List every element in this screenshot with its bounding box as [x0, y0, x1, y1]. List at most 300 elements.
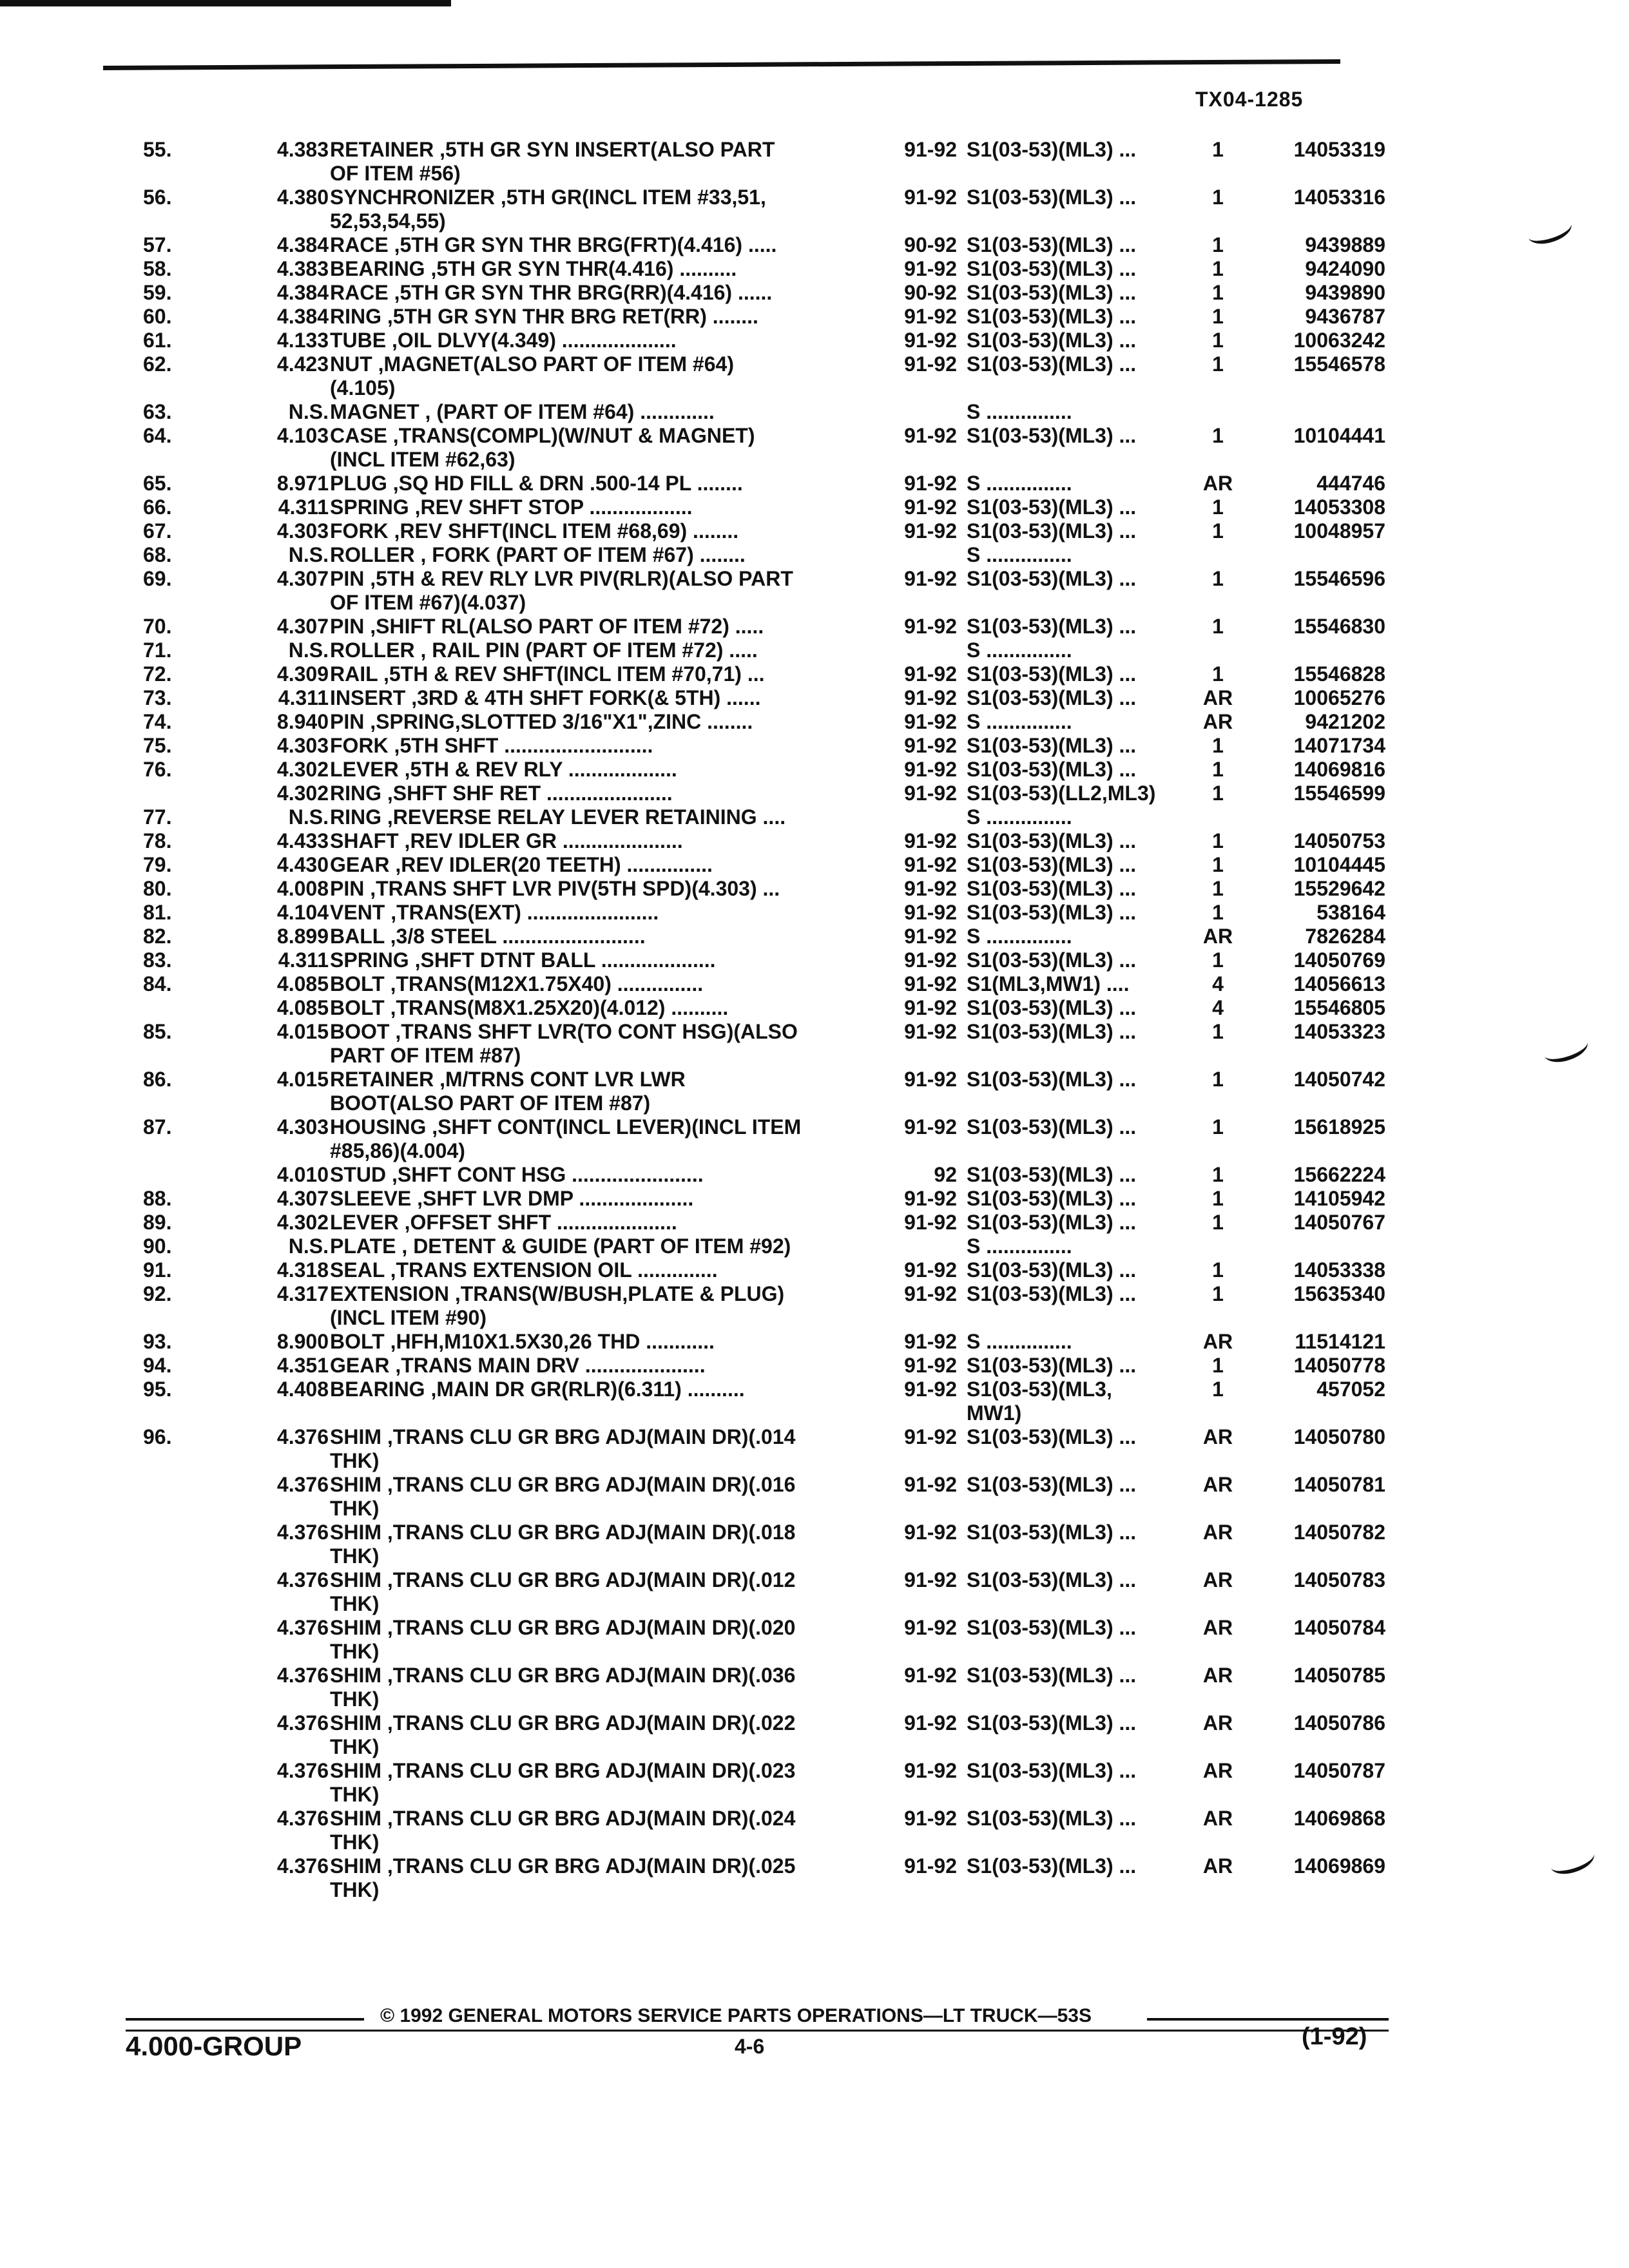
model-years: 91-92 — [904, 1425, 957, 1448]
model-years: 91-92 — [904, 1330, 957, 1353]
part-detail: ,TRANS CLU GR BRG ADJ(MAIN DR)(.024 — [381, 1807, 796, 1830]
part-name: SPRING — [330, 948, 409, 972]
part-detail: ,REV SHFT(INCL ITEM #68,69) ........ — [388, 519, 739, 543]
description — [330, 209, 884, 233]
models: S1(03-53)(ML3) ... — [967, 1020, 1137, 1043]
model-years: 91-92 — [904, 1568, 957, 1591]
part-detail: ,OFFSET SHFT ..................... — [398, 1211, 677, 1234]
ref-number: 58. — [143, 257, 172, 280]
description — [330, 1187, 884, 1211]
quantity: 1 — [1212, 281, 1224, 304]
models: S1(03-53)(ML3) ... — [967, 1163, 1137, 1186]
part-row — [0, 1330, 1629, 1354]
ref-number: 91. — [143, 1258, 172, 1282]
part-number: 10065276 — [1293, 686, 1385, 709]
quantity: AR — [1202, 1568, 1233, 1591]
part-name: PIN — [330, 567, 365, 590]
quantity: 1 — [1212, 615, 1224, 638]
part-name: NUT — [330, 352, 372, 376]
part-row — [0, 1521, 1629, 1544]
part-detail: ,REVERSE RELAY LEVER RETAINING .... — [381, 805, 786, 829]
part-name: LEVER — [330, 758, 399, 781]
part-row — [0, 591, 1629, 615]
model-years: 91-92 — [904, 1187, 957, 1210]
group-number: 4.384 — [276, 233, 329, 256]
description — [330, 758, 884, 782]
part-name: SHIM — [330, 1473, 381, 1496]
part-row — [0, 138, 1629, 162]
part-row — [0, 400, 1629, 424]
part-detail: #85,86)(4.004) — [330, 1139, 465, 1162]
part-name: SPRING — [330, 495, 409, 519]
quantity: AR — [1202, 925, 1233, 948]
description — [330, 1854, 884, 1878]
part-detail: ,TRANS EXTENSION OIL .............. — [384, 1258, 718, 1282]
models: S1(03-53)(ML3) ... — [967, 1711, 1137, 1735]
part-detail: BOOT(ALSO PART OF ITEM #87) — [330, 1091, 651, 1115]
description — [330, 639, 884, 662]
models: S1(03-53)(ML3) ... — [967, 853, 1137, 876]
description — [330, 1759, 884, 1783]
part-number: 444746 — [1316, 472, 1385, 495]
part-name: PIN — [330, 615, 365, 638]
group-number: 4.015 — [276, 1068, 329, 1091]
part-number: 14050780 — [1293, 1425, 1385, 1448]
part-detail: ,TRANS SHFT LVR PIV(5TH SPD)(4.303) ... — [364, 877, 780, 900]
description — [330, 925, 884, 948]
part-name: MAGNET — [330, 400, 419, 423]
description — [330, 400, 884, 424]
top-edge-rule — [0, 0, 451, 6]
part-name: CASE — [330, 424, 387, 447]
quantity: AR — [1202, 1759, 1233, 1782]
part-row — [0, 162, 1629, 186]
group-number: 4.384 — [276, 305, 329, 328]
part-detail: ,MAGNET(ALSO PART OF ITEM #64) — [372, 352, 734, 376]
quantity: 1 — [1212, 1282, 1224, 1305]
group-number: 4.376 — [276, 1711, 329, 1735]
models: S ............... — [967, 400, 1072, 423]
group-number: 4.307 — [276, 1187, 329, 1210]
part-row — [0, 1139, 1629, 1163]
group-number: 4.376 — [276, 1473, 329, 1496]
footer-rule-lower — [126, 2030, 1389, 2032]
group-number: 4.085 — [276, 972, 329, 995]
description — [330, 948, 884, 972]
part-name: SHIM — [330, 1759, 381, 1782]
description — [330, 1425, 884, 1449]
part-detail: ,TRANS CLU GR BRG ADJ(MAIN DR)(.018 — [381, 1521, 796, 1544]
part-detail: ,5TH SHFT .......................... — [388, 734, 653, 757]
part-row — [0, 877, 1629, 901]
model-years: 91-92 — [904, 710, 957, 733]
model-years: 91-92 — [904, 1354, 957, 1377]
part-detail: THK) — [330, 1831, 380, 1854]
group-number: 4.008 — [276, 877, 329, 900]
part-number: 14105942 — [1293, 1187, 1385, 1210]
ref-number: 86. — [143, 1068, 172, 1091]
description — [330, 138, 884, 162]
model-years: 91-92 — [904, 615, 957, 638]
part-number: 15618925 — [1293, 1115, 1385, 1139]
description — [330, 1711, 884, 1735]
models: S1(03-53)(ML3) ... — [967, 686, 1137, 709]
part-number: 10104445 — [1293, 853, 1385, 876]
part-number: 14050782 — [1293, 1521, 1385, 1544]
group-number: 4.302 — [276, 758, 329, 781]
ref-number: 90. — [143, 1235, 172, 1258]
group-number: 4.317 — [276, 1282, 329, 1305]
ref-number: 74. — [143, 710, 172, 733]
model-years: 91-92 — [904, 424, 957, 447]
part-row — [0, 1044, 1629, 1068]
model-years: 91-92 — [904, 1378, 957, 1401]
part-name: LEVER — [330, 1211, 399, 1234]
description — [330, 1473, 884, 1497]
part-row — [0, 1878, 1629, 1902]
part-row — [0, 495, 1629, 519]
group-number: 4.384 — [276, 281, 329, 304]
group-number: N.S. — [288, 400, 329, 423]
part-row — [0, 1640, 1629, 1664]
part-number: 15546596 — [1293, 567, 1385, 590]
part-detail: ,5TH GR SYN THR BRG RET(RR) ........ — [381, 305, 758, 328]
part-detail: ,HFH,M10X1.5X30,26 THD ............ — [384, 1330, 715, 1353]
part-number: 14056613 — [1293, 972, 1385, 995]
models: S1(03-53)(ML3) ... — [967, 1425, 1137, 1448]
part-detail: ,SPRING,SLOTTED 3/16"X1",ZINC ........ — [364, 710, 753, 733]
models: S1(03-53)(ML3) ... — [967, 1115, 1137, 1139]
quantity: 1 — [1212, 734, 1224, 757]
description — [330, 710, 884, 734]
models: S1(03-53)(LL2,ML3) — [967, 782, 1156, 805]
description — [330, 376, 884, 400]
models: S1(03-53)(ML3) ... — [967, 138, 1137, 161]
part-number: 14053323 — [1293, 1020, 1385, 1043]
model-years: 91-92 — [904, 1521, 957, 1544]
part-detail: ,5TH GR SYN THR BRG(FRT)(4.416) ..... — [388, 233, 777, 256]
part-detail: , (PART OF ITEM #64) ............. — [419, 400, 715, 423]
part-name: BOOT — [330, 1020, 390, 1043]
quantity: 1 — [1212, 1068, 1224, 1091]
part-number: 14053308 — [1293, 495, 1385, 519]
part-name: ROLLER — [330, 639, 415, 662]
quantity: 1 — [1212, 567, 1224, 590]
models: S1(03-53)(ML3) ... — [967, 186, 1137, 209]
part-name: SHIM — [330, 1521, 381, 1544]
ref-number: 88. — [143, 1187, 172, 1210]
models: S1(03-53)(ML3) ... — [967, 829, 1137, 852]
ref-number: 72. — [143, 662, 172, 686]
page-number: 4-6 — [735, 2035, 765, 2058]
model-years: 91-92 — [904, 758, 957, 781]
description — [330, 472, 884, 495]
model-years: 91-92 — [904, 996, 957, 1019]
part-row — [0, 1854, 1629, 1878]
part-detail: , RAIL PIN (PART OF ITEM #72) ..... — [414, 639, 758, 662]
part-number: 7826284 — [1305, 925, 1385, 948]
models: S1(03-53)(ML3) ... — [967, 1807, 1137, 1830]
quantity: 1 — [1212, 186, 1224, 209]
models: S1(ML3,MW1) .... — [967, 972, 1130, 995]
part-number: 15546805 — [1293, 996, 1385, 1019]
ref-number: 59. — [143, 281, 172, 304]
model-years: 91-92 — [904, 305, 957, 328]
group-number: 4.311 — [278, 948, 329, 972]
description — [330, 424, 884, 448]
part-detail: THK) — [330, 1783, 380, 1806]
group-number: 4.383 — [276, 138, 329, 161]
description — [330, 615, 884, 639]
part-detail: , DETENT & GUIDE (PART OF ITEM #92) — [396, 1235, 791, 1258]
part-detail: ,5TH GR SYN INSERT(ALSO PART — [434, 138, 775, 161]
quantity: 1 — [1212, 1258, 1224, 1282]
group-number: 8.900 — [276, 1330, 329, 1353]
quantity: 1 — [1212, 662, 1224, 686]
description — [330, 352, 884, 376]
part-detail: (INCL ITEM #90) — [330, 1306, 487, 1329]
part-number: 15546828 — [1293, 662, 1385, 686]
models: S1(03-53)(ML3) ... — [967, 1616, 1137, 1639]
part-name: BEARING — [330, 1378, 425, 1401]
quantity: 1 — [1212, 1378, 1224, 1401]
part-name: GEAR — [330, 853, 390, 876]
copyright-line: © 1992 GENERAL MOTORS SERVICE PARTS OPERATIONS—LT TRUCK—53S — [380, 2005, 1092, 2026]
models: S1(03-53)(ML3) ... — [967, 662, 1137, 686]
description — [330, 1163, 884, 1187]
part-row — [0, 519, 1629, 543]
models: S1(03-53)(ML3) ... — [967, 1211, 1137, 1234]
part-row — [0, 805, 1629, 829]
part-number: 14050786 — [1293, 1711, 1385, 1735]
quantity: 4 — [1212, 972, 1224, 995]
part-name: PLUG — [330, 472, 387, 495]
part-row — [0, 1592, 1629, 1616]
group-number: 4.423 — [276, 352, 329, 376]
description — [330, 1115, 884, 1139]
part-row — [0, 925, 1629, 948]
part-name: SHIM — [330, 1711, 381, 1735]
part-number: 10063242 — [1293, 329, 1385, 352]
part-row — [0, 567, 1629, 591]
part-detail: ,REV IDLER(20 TEETH) ............... — [389, 853, 713, 876]
footer-rule-left — [126, 2018, 364, 2021]
part-row — [0, 543, 1629, 567]
part-row — [0, 233, 1629, 257]
model-years: 91-92 — [904, 1020, 957, 1043]
ref-number: 60. — [143, 305, 172, 328]
description — [330, 996, 884, 1020]
group-number: 4.383 — [276, 257, 329, 280]
description — [330, 901, 884, 925]
quantity: 1 — [1212, 329, 1224, 352]
models: S1(03-53)(ML3) ... — [967, 1854, 1137, 1878]
group-number: 4.302 — [276, 782, 329, 805]
part-name: RING — [330, 305, 381, 328]
quantity: AR — [1202, 1330, 1233, 1353]
part-row — [0, 948, 1629, 972]
description — [330, 448, 884, 472]
part-row — [0, 1783, 1629, 1807]
ref-number: 63. — [143, 400, 172, 423]
models: S ............... — [967, 805, 1072, 829]
part-row — [0, 472, 1629, 495]
part-detail: ,TRANS SHFT LVR(TO CONT HSG)(ALSO — [389, 1020, 798, 1043]
part-detail: ,TRANS MAIN DRV ..................... — [389, 1354, 706, 1377]
quantity: 1 — [1212, 233, 1224, 256]
part-detail: ,TRANS CLU GR BRG ADJ(MAIN DR)(.025 — [381, 1854, 796, 1878]
part-detail: THK) — [330, 1687, 380, 1711]
ref-number: 80. — [143, 877, 172, 900]
part-name: BALL — [330, 925, 385, 948]
part-row — [0, 1473, 1629, 1497]
part-row — [0, 710, 1629, 734]
model-years: 91-92 — [904, 1473, 957, 1496]
model-years: 91-92 — [904, 186, 957, 209]
part-row — [0, 1163, 1629, 1187]
part-detail: , FORK (PART OF ITEM #67) ........ — [414, 543, 746, 566]
description — [330, 1139, 884, 1163]
part-detail: ,5TH GR SYN THR(4.416) .......... — [425, 257, 737, 280]
part-number: 14069868 — [1293, 1807, 1385, 1830]
model-years: 90-92 — [904, 233, 957, 256]
models: S1(03-53)(ML3) ... — [967, 996, 1137, 1019]
models: S1(03-53)(ML3) ... — [967, 567, 1137, 590]
quantity: 1 — [1212, 352, 1224, 376]
ref-number: 96. — [143, 1425, 172, 1448]
quantity: AR — [1202, 686, 1233, 709]
part-name: BEARING — [330, 257, 425, 280]
part-row — [0, 1831, 1629, 1854]
description — [330, 1282, 884, 1306]
description — [330, 829, 884, 853]
part-detail: ,TRANS CLU GR BRG ADJ(MAIN DR)(.022 — [381, 1711, 796, 1735]
part-name: VENT — [330, 901, 385, 924]
part-detail: ,TRANS CLU GR BRG ADJ(MAIN DR)(.020 — [381, 1616, 796, 1639]
group-number: 4.103 — [276, 424, 329, 447]
ref-number: 64. — [143, 424, 172, 447]
part-row — [0, 1115, 1629, 1139]
model-years: 91-92 — [904, 1068, 957, 1091]
description — [330, 1258, 884, 1282]
description — [330, 1616, 884, 1640]
quantity: 1 — [1212, 1211, 1224, 1234]
models: S1(03-53)(ML3) ... — [967, 758, 1137, 781]
part-number: 9439890 — [1305, 281, 1385, 304]
part-row — [0, 352, 1629, 376]
models: S1(03-53)(ML3) ... — [967, 948, 1137, 972]
part-row — [0, 1735, 1629, 1759]
part-row — [0, 1807, 1629, 1831]
part-detail: ,TRANS(M8X1.25X20)(4.012) .......... — [384, 996, 729, 1019]
quantity: 1 — [1212, 948, 1224, 972]
models: S ............... — [967, 543, 1072, 566]
ref-number: 81. — [143, 901, 172, 924]
group-number: 4.376 — [276, 1616, 329, 1639]
part-detail: ,SHFT DTNT BALL .................... — [409, 948, 716, 972]
part-row — [0, 853, 1629, 877]
part-detail: ,TRANS CLU GR BRG ADJ(MAIN DR)(.036 — [381, 1664, 796, 1687]
group-number: 4.318 — [276, 1258, 329, 1282]
part-detail: THK) — [330, 1878, 380, 1901]
part-row — [0, 996, 1629, 1020]
model-years: 91-92 — [904, 877, 957, 900]
models: S1(03-53)(ML3) ... — [967, 424, 1137, 447]
part-row — [0, 1354, 1629, 1378]
group-number: N.S. — [288, 1235, 329, 1258]
part-detail: THK) — [330, 1449, 380, 1472]
model-years: 91-92 — [904, 1258, 957, 1282]
revision-date: (1-92) — [1302, 2023, 1367, 2050]
ref-number: 69. — [143, 567, 172, 590]
part-number: 14050785 — [1293, 1664, 1385, 1687]
quantity: 1 — [1212, 1354, 1224, 1377]
quantity: 1 — [1212, 901, 1224, 924]
part-row — [0, 1449, 1629, 1473]
description — [330, 1091, 884, 1115]
part-detail: ,M/TRNS CONT LVR LWR — [434, 1068, 686, 1091]
part-name: SHIM — [330, 1568, 381, 1591]
part-detail: ,REV SHFT STOP .................. — [409, 495, 693, 519]
description — [330, 662, 884, 686]
group-number: 4.311 — [278, 686, 329, 709]
part-detail: THK) — [330, 1735, 380, 1758]
model-years: 91-92 — [904, 495, 957, 519]
description — [330, 567, 884, 591]
part-name: SHIM — [330, 1425, 381, 1448]
ref-number: 57. — [143, 233, 172, 256]
description — [330, 1592, 884, 1616]
header-rule — [103, 59, 1340, 70]
group-number: 4.376 — [276, 1854, 329, 1878]
model-years: 91-92 — [904, 1711, 957, 1735]
part-number: 14050767 — [1293, 1211, 1385, 1234]
part-row — [0, 734, 1629, 758]
part-row — [0, 662, 1629, 686]
models: S ............... — [967, 1235, 1072, 1258]
ref-number: 95. — [143, 1378, 172, 1401]
models: S1(03-53)(ML3) ... — [967, 1354, 1137, 1377]
model-years: 91-92 — [904, 1211, 957, 1234]
part-row — [0, 1068, 1629, 1091]
description — [330, 1306, 884, 1330]
ref-number: 71. — [143, 639, 172, 662]
part-detail: ,SHFT CONT HSG ....................... — [386, 1163, 704, 1186]
part-row — [0, 758, 1629, 782]
part-row — [0, 376, 1629, 400]
model-years: 91-92 — [904, 782, 957, 805]
part-detail: ,5TH GR SYN THR BRG(RR)(4.416) ...... — [388, 281, 773, 304]
group-number: 4.380 — [276, 186, 329, 209]
part-name: HOUSING — [330, 1115, 427, 1139]
part-number: 11514121 — [1295, 1330, 1385, 1353]
part-detail: ,SQ HD FILL & DRN .500-14 PL ........ — [387, 472, 743, 495]
part-name: SHIM — [330, 1807, 381, 1830]
description — [330, 1735, 884, 1759]
ref-number: 70. — [143, 615, 172, 638]
part-detail: 52,53,54,55) — [330, 209, 446, 233]
models: S1(03-53)(ML3) ... — [967, 734, 1137, 757]
group-number: N.S. — [288, 639, 329, 662]
group-number: 4.376 — [276, 1759, 329, 1782]
part-detail: ,5TH & REV SHFT(INCL ITEM #70,71) ... — [378, 662, 765, 686]
models: S1(03-53)(ML3) ... — [967, 233, 1137, 256]
models: S1(03-53)(ML3) ... — [967, 877, 1137, 900]
quantity: 1 — [1212, 1187, 1224, 1210]
part-row — [0, 1711, 1629, 1735]
description — [330, 233, 884, 257]
ref-number: 89. — [143, 1211, 172, 1234]
